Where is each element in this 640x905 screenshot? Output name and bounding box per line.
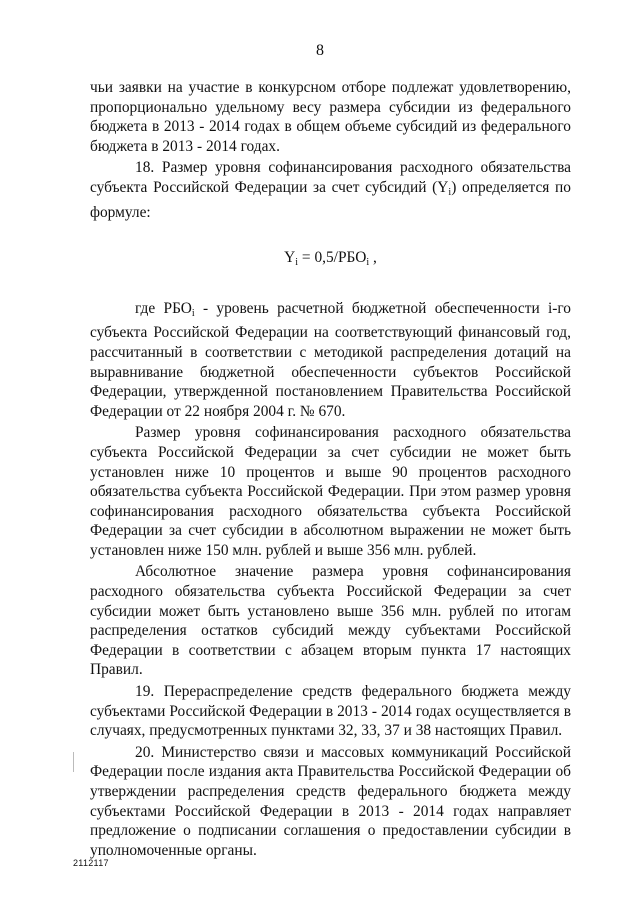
paragraph-18-subscript: i	[448, 186, 452, 198]
page-number: 8	[316, 42, 324, 59]
definition-text-b: - уровень расчетной бюджетной обеспеченности i-го субъекта Российской Федерации на соответствующий финансовый год, рассчитанный в соответствии с методикой распределения дотаций на выравнивание бюджетной обеспеченности субъектов Российской Федерации, утвержденной постановлением Правительства Российской Федерации от 22 ноября 2004 г. № 670.	[90, 299, 571, 420]
footer-code: 2112117	[73, 858, 109, 868]
formula	[90, 248, 571, 273]
document-body	[90, 78, 571, 862]
definition-text-a: где РБО	[135, 299, 192, 317]
formula-end: ,	[369, 249, 377, 267]
formula-subscript-1: i	[295, 257, 299, 269]
paragraph-18	[90, 158, 571, 222]
paragraph-19: 19. Перераспределение средств федерального бюджета между субъектами Российской Федерации в 2013 - 2014 годах осуществляется в случаях, предусмотренных пунктами 32, 33, 37 и 38 настоящих Правил.	[90, 683, 571, 740]
paragraph-18-text-a: 18. Размер уровня софинансирования расходного обязательства субъекта Российской Федерации за счет субсидий (Y	[90, 159, 571, 196]
definition-subscript: i	[191, 307, 195, 319]
paragraph-cofinancing-size: Размер уровня софинансирования расходного обязательства субъекта Российской Федерации за счет субсидии не может быть установлен ниже 10 процентов и выше 90 процентов расходного обязательства субъекта Российской Федерации. При этом размер уровня софинансирования расходного обязательства субъекта Российской Федерации за счет субсидии в абсолютном выражении не может быть установлен ниже 150 млн. рублей и выше 356 млн. рублей.	[90, 424, 571, 559]
paragraph-continuation: чьи заявки на участие в конкурсном отборе подлежат удовлетворению, пропорционально удельному весу размера субсидии из федерального бюджета в 2013 - 2014 годах в общем объеме субсидий из федерального бюджета в 2013 - 2014 годах.	[90, 79, 571, 155]
paragraph-20: 20. Министерство связи и массовых коммуникаций Российской Федерации после издания акта Правительства Российской Федерации об утверждении распределения средств федерального бюджета между субъектами Российской Федерации в 2013 - 2014 годах направляет предложение о подписании соглашения о предоставлении субсидии в уполномоченные органы.	[90, 743, 571, 859]
paragraph-18-text-b: ) определяется по формуле:	[90, 178, 571, 221]
paragraph-absolute-value: Абсолютное значение размера уровня софинансирования расходного обязательства субъекта Российской Федерации за счет субсидии может быть установлено выше 356 млн. рублей по итогам распределения остатков субсидий между субъектами Российской Федерации в соответствии с абзацем вторым пункта 17 настоящих Правил.	[90, 563, 571, 679]
formula-middle: = 0,5/РБО	[298, 249, 367, 267]
paragraph-definition	[90, 299, 571, 422]
formula-subscript-2: i	[366, 257, 370, 269]
formula-y: Y	[284, 249, 296, 267]
margin-mark	[73, 752, 74, 772]
